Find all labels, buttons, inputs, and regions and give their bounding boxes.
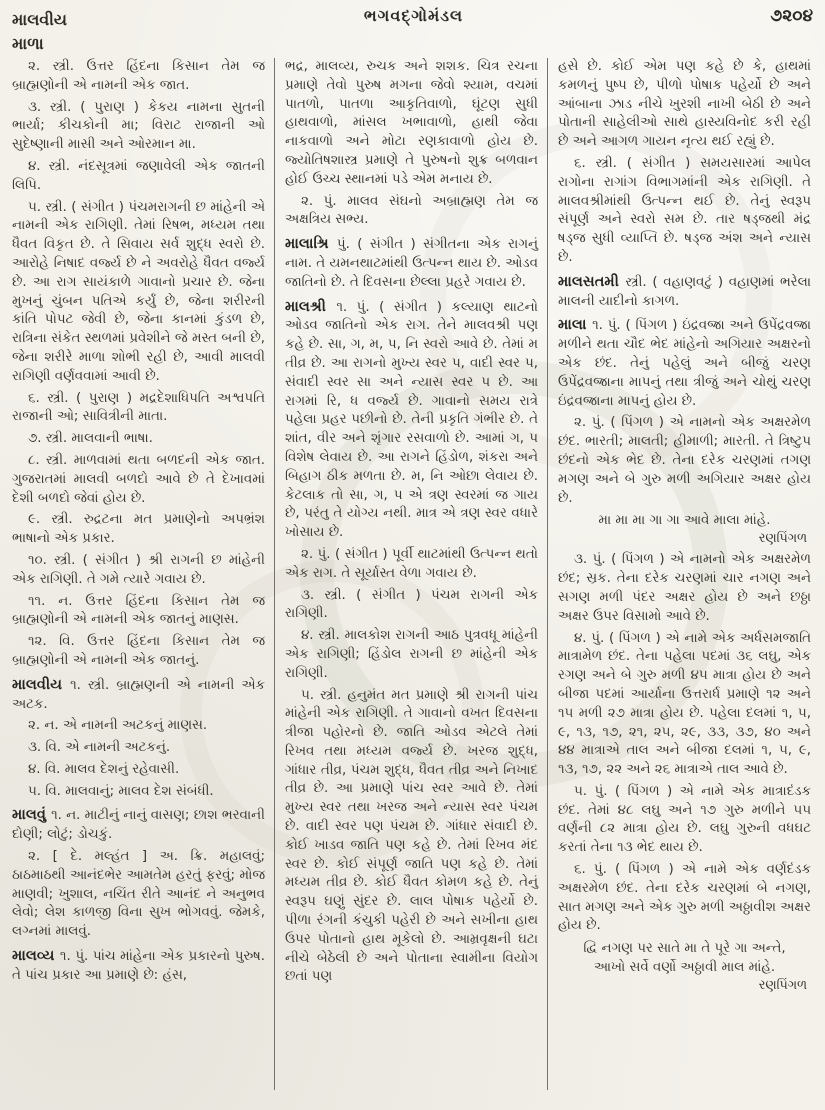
entry-paragraph: માલવ્ય ૧. પું. પાંચ માંહેના એક પ્રકારનો પુરુષ. તે પાંચ પ્રકાર આ પ્રમાણે છે: હંસ, <box>12 947 265 983</box>
text-columns <box>8 58 820 1090</box>
continuation-paragraph: ભદ્ર, માલવ્ય, રુચક અને શશક. ચિત્ર રચના પ્રમાણે તેવો પુરુષ મગના જેવો શ્યામ, વચમાં પાતળો, પાતળા આકૃતિવાળો, ઘૂંટણ સુધી હાથવાળો, માંસલ ખભાવાળો, હાથી જેવા નાકવાળો અને મોટા રણકાવાળો હોય છે. જ્યોતિષશાસ્ત્ર પ્રમાણે તે પુરુષનો શુક્ર બળવાન હોઈ ઉચ્ચ સ્થાનમાં પડે એમ મનાય છે. <box>285 59 538 187</box>
verse <box>558 939 811 977</box>
entry-paragraph: માલાશ્રિ પું. ( સંગીત ) સંગીતના એક રાગનું નામ. તે યમનથાટમાંથી ઉત્પન્ન થાય છે. ઓડવ જાતિનો છે. તે દિવસના છેલ્લા પ્રહરે ગવાય છે. <box>285 235 538 290</box>
entry-headword: માલા <box>558 316 593 334</box>
sense-paragraph: ૩. સ્ત્રી. ( પુરાણ ) કેકય નામના સુતની ભાર્યા; કીચકોની મા; વિરાટ રાજાની ઓ સુદેષ્ણાની માસી અને ઓરમાન મા. <box>12 99 265 153</box>
page-number: ૭૨૦૪ <box>770 6 813 26</box>
sense-paragraph: ૨. સ્ત્રી. ઉત્તર હિંદના કિસાન તેમ જ બ્રાહ્મણોની એ નામની એક જાત. <box>12 59 265 93</box>
sense-paragraph: ૧૨. વિ. ઉત્તર હિંદના કિસાન તેમ જ બ્રાહ્મણોની એ નામની એક જાતનું. <box>12 634 265 668</box>
sense-paragraph: ૪. સ્ત્રી. નંદસૂત્રમાં જણાવેલી એક જાતની લિપિ. <box>12 158 265 193</box>
entry-paragraph: માલસતમી સ્ત્રી. ( વહાણવટું ) વહાણમાં ભરેલા માલની યાદીનો કાગળ. <box>558 272 812 309</box>
sense-paragraph: ૫. સ્ત્રી. ( સંગીત ) પંચમરાગની છ માંહેની એ નામની એક રાગિણી. તેમાં રિષભ, મધ્યમ તથા ધૈવત વિકૃત છે. તે સિવાય સર્વ શુદ્ધ સ્વરો છે. આરોહે નિષાદ વર્જ્ય છે ને અવરોહે ધૈવત વર્જ્ય છે. આ રાગ સાયંકાળે ગાવાનો પ્રચાર છે. જેના મુખનું ચુંબન પતિએ કર્યું છે, જેના શરીરની કાંતિ પોપટ જેવી છે, જેના કાનમાં કુંડળ છે, રાત્રિના સંકેત સ્થળમાં પ્રવેશીને જે મસ્ત બની છે, જેના શરીરે માળા શોભી રહી છે, આવી માલવી રાગિણી વર્ણવવામાં આવી છે. <box>12 199 265 384</box>
entry-paragraph: માલા ૧. પું. ( પિંગળ ) ઇંદ્રવજ્રા અને ઉપેંદ્રવજ્રા મળીને થતા ચૌદ ભેદ માંહેનો અગિયાર અક્ષરનો એક છંદ. તેનું પહેલું અને બીજું ચરણ ઉપેંદ્રવજ્રાના માપનું તથા ત્રીજું અને ચોથું ચરણ ઇંદ્રવજ્રાના માપનું હોય છે. <box>558 316 811 409</box>
sense-paragraph: ૮. સ્ત્રી. માળવામાં થતા બળદની એક જાત. ગુજરાતમાં માલવી બળદો આવે છે તે દેખાવમાં દેશી બળદો જેવાં હોય છે. <box>12 452 265 506</box>
entry-headword: માલવું <box>12 806 52 824</box>
guide-word-last: માળા <box>12 34 44 53</box>
verse <box>558 511 811 530</box>
column <box>547 58 820 1090</box>
sense-paragraph: ૯. સ્ત્રી. રુદ્રટના મત પ્રમાણેનો અપભ્રંશ ભાષાનો એક પ્રકાર. <box>12 512 265 547</box>
column <box>8 58 274 1090</box>
entry-headword: માલાશ્રિ <box>285 235 337 253</box>
sense-paragraph: ૬. સ્ત્રી. ( પુરાણ ) મદ્રદેશાધિપતિ અશ્વપતિ રાજાની ઓ; સાવિત્રીની માતા. <box>12 390 265 425</box>
page-header <box>12 4 815 56</box>
sense-paragraph: ૭. સ્ત્રી. માલવાની ભાષા. <box>28 431 153 447</box>
entry-headword: માલસતમી <box>558 272 626 290</box>
sense-paragraph: ૪. સ્ત્રી. માલકોશ રાગની આઠ પુત્રવધૂ માંહેની એક રાગિણી; હિંડોલ રાગની છ માંહેની એક રાગિણી. <box>285 628 538 681</box>
sense-paragraph: ૩. સ્ત્રી. ( સંગીત ) પંચમ રાગની એક રાગિણી. <box>285 587 538 622</box>
sense-paragraph: ૫. વિ. માલવાનું; માલવ દેશ સંબંધી. <box>28 783 214 799</box>
sense-paragraph: ૨. ન. એ નામની અટકનું માણસ. <box>28 718 208 734</box>
sense-paragraph: ૩. પું. ( પિંગળ ) એ નામનો એક અક્ષરમેળ છંદ; સ્રક. તેના દરેક ચરણમાં ચાર નગણ અને સગણ મળી પંદર અક્ષર હોય છે અને છઠ્ઠા અક્ષર ઉપર વિસામો આવે છે. <box>558 552 811 624</box>
source-citation: રણપિંગળ <box>758 978 807 994</box>
book-title: ભગવદ્ગોમંડલ <box>363 6 464 25</box>
sense-paragraph: ૪. પું. ( પિંગળ ) એ નામે એક અર્ધસમજાતિ માત્રામેળ છંદ. તેના પહેલા પદમાં ૩૬ લઘુ, એક રગણ અને બે ગુરુ મળી ૪૫ માત્રા હોય છે અને બીજા પદમાં આર્યાના ઉત્તરાર્ધ પ્રમાણે ૧૨ અને ૧૫ મળી ૨૭ માત્રા હોય છે. પહેલા દલમાં ૧, ૫, ૯, ૧૩, ૧૭, ૨૧, ૨૫, ૨૯, ૩૩, ૩૭, ૪૦ અને ૪૪ માત્રાએ તાલ અને બીજા દલમાં ૧, ૫, ૯, ૧૩, ૧૭, ૨૨ અને ૨૬ માત્રાએ તાલ આવે છે. <box>558 630 811 778</box>
verse-line: દ્વિ નગણ પર સાતે મા તે પૂરે ગા અન્તે, <box>583 941 786 957</box>
sense-paragraph: ૬. સ્ત્રી. ( સંગીત ) સમયસારમાં આપેલ રાગોના રાગાંગ વિભાગમાંની એક રાગિણી. તે માલવશ્રીમાંથી ઉત્પન્ન થઈ છે. તેનું સ્વરૂપ સંપૂર્ણ અને સ્વરો સમ છે. તાર ષડ્જથી મંદ્ર ષડ્જ સુધી વ્યાપ્તિ છે. ષડ્જ અંશ અને ન્યાસ છે. <box>558 155 811 265</box>
sense-paragraph: ૫. સ્ત્રી. હનુમંત મત પ્રમાણે શ્રી રાગની પાંચ માંહેની એક રાગિણી. તે ગાવાનો વખત દિવસના ત્રીજા પહોરનો છે. જાતિ ઓડવ એટલે તેમાં રિખવ તથા મધ્યમ વર્જ્ય છે. ખરજ શુદ્ધ, ગાંધાર તીવ્ર, પંચમ શુદ્ધ, ધૈવત તીવ્ર અને નિખાદ તીવ્ર છે. આ પ્રમાણે પાંચ સ્વર આવે છે. તેમાં મુખ્ય સ્વર તથા ખરજ અને ન્યાસ સ્વર પંચમ છે. વાદી સ્વર પણ પંચમ છે. ગાંધાર સંવાદી છે. કોઈ ખાડવ જાતિ પણ કહે છે. તેમાં રિખવ મંદ સ્વર છે. કોઈ સંપૂર્ણ જાતિ પણ કહે છે. તેમાં મધ્યમ તીવ્ર છે. કોઈ ધૈવત કોમળ કહે છે. તેનું સ્વરૂપ ઘણું સુંદર છે. લાલ પોષાક પહેર્યો છે. પીળા રંગની કંચુકી પહેરી છે અને સખીના હાથ ઉપર પોતાનો હાથ મૂકેલો છે. આમ્રવૃક્ષની ઘટા નીચે બેઠેલી છે અને પોતાના સ્વામીના વિયોગ છતાં પણ <box>285 687 538 985</box>
entry-headword: માલવ્ય <box>12 947 60 965</box>
sense-paragraph: ૫. પું. ( પિંગળ ) એ નામે એક માત્રાદંડક છંદ. તેમાં ૪૮ લઘુ અને ૧૭ ગુરુ મળીને ૫૫ વર્ણની ૮૨ માત્રા હોય છે. લઘુ ગુરુની વધઘટ કરતાં તેના ૧૩ ભેદ થાય છે. <box>558 783 811 856</box>
sense-paragraph: ૧૦. સ્ત્રી. ( સંગીત ) શ્રી રાગની છ માંહેની એક રાગિણી. તે ગમે ત્યારે ગવાય છે. <box>12 552 265 587</box>
entry-paragraph: માલશ્રી ૧. પું. ( સંગીત ) કલ્યાણ થાટનો ઓડવ જાતિનો એક રાગ. તેને માલવશ્રી પણ કહે છે. સા, ગ, મ, પ, નિ સ્વરો આવે છે. તેમાં મ તીવ્ર છે. આ રાગનો મુખ્ય સ્વર પ, વાદી સ્વર પ, સંવાદી સ્વર સા અને ન્યાસ સ્વર પ છે. આ રાગમાં રિ, ધ વર્જ્ય છે. ગાવાનો સમય રાત્રે પહેલા પ્રહર પછીનો છે. તેની પ્રકૃતિ ગંભીર છે. તે શાંત, વીર અને શૃંગાર રસવાળો છે. આમાં ગ, પ વિશેષ લેવાય છે. આ રાગને હિંડોળ, શંકરા અને બિહાગ ઠીક મળતા છે. મ, નિ ઓછા લેવાય છે. કેટલાક તો સા, ગ, પ એ ત્રણ સ્વરમાં જ ગાય છે, પરંતુ તે યોગ્ય નથી. માત્ર એ ત્રણ સ્વર વધારે ખોસાય છે. <box>285 297 538 541</box>
sense-paragraph: ૨. [ દે. મલ્હંત ] અ. ક્રિ. મહાલવું; ઠાઠમાઠથી આનંદભેર આમતેમ હરતું ફરવું; મોજ માણવી; ખુશાલ, નચિંત રીતે આનંદ ને અનુભવ લેવો; લેશ કાળજી વિના સુખ ભોગવવું. જેમકે, લગ્નમાં માલવું. <box>12 849 265 940</box>
sense-paragraph: ૧૧. ન. ઉત્તર હિંદના કિસાન તેમ જ બ્રાહ્મણોની એ નામની એક જાતનું માણસ. <box>12 593 265 628</box>
entry-paragraph: માલવીય ૧. સ્ત્રી. બ્રાહ્મણની એ નામની એક અટક. <box>12 675 265 712</box>
sense-paragraph: ૨. પું. ( પિંગળ ) એ નામનો એક અક્ષરમેળ છંદ. ભારતી; માલતી; હીમાળી; મારતી. તે ત્રિષ્ટુપ છંદનો એક ભેદ છે. તેના દરેક ચરણમાં તગણ મગણ અને બે ગુરુ મળી અગિયાર અક્ષર હોય છે. <box>558 415 811 506</box>
verse-line: આખો સર્વે વર્ણો અઠ્ઠાવી માલ માંહે. <box>593 960 776 976</box>
sense-paragraph: ૨. પું. માલવ સંઘનો અબ્રાહ્મણ તેમ જ અક્ષત્રિય સભ્ય. <box>285 193 538 228</box>
entry-headword: માલવીય <box>12 675 71 693</box>
entry-headword: માલશ્રી <box>285 297 337 315</box>
source-citation: રણપિંગળ <box>758 531 807 547</box>
sense-paragraph: ૨. પું. ( સંગીત ) પૂર્વી થાટમાંથી ઉત્પન્ન થતો એક રાગ. તે સૂર્યાસ્ત વેળા ગવાય છે. <box>285 546 538 581</box>
guide-word-first: માલવીય <box>12 10 67 29</box>
continuation-paragraph: હસે છે. કોઈ એમ પણ કહે છે કે, હાથમાં કમળનું પુષ્પ છે, પીળો પોષાક પહેર્યો છે અને આંબાના ઝાડ નીચે ખુરશી નાખી બેઠી છે અને પોતાની સાહેલીઓ સાથે હાસ્યવિનોદ કરી રહી છે અને આગળ ગાયન નૃત્ય થઈ રહ્યું છે. <box>558 59 811 150</box>
verse-line: મા મા મા ગા ગા આવે માલા માંહે. <box>598 513 771 529</box>
sense-paragraph: ૪. વિ. માલવ દેશનું રહેવાસી. <box>28 761 180 777</box>
sense-paragraph: ૩. વિ. એ નામની અટકનું. <box>28 740 171 756</box>
entry-paragraph: માલવું ૧. ન. માટીનું નાનું વાસણ; છાશ ભરવાની દોણી; લોટું; ડોચકું. <box>12 806 265 843</box>
sense-paragraph: ૬. પું. ( પિંગળ ) એ નામે એક વર્ણદંડક અક્ષરમેળ છંદ. તેના દરેક ચરણમાં બે નગણ, સાત મગણ અને એક ગુરુ મળી અઠ્ઠાવીશ અક્ષર હોય છે. <box>558 862 811 934</box>
column <box>274 58 547 1090</box>
